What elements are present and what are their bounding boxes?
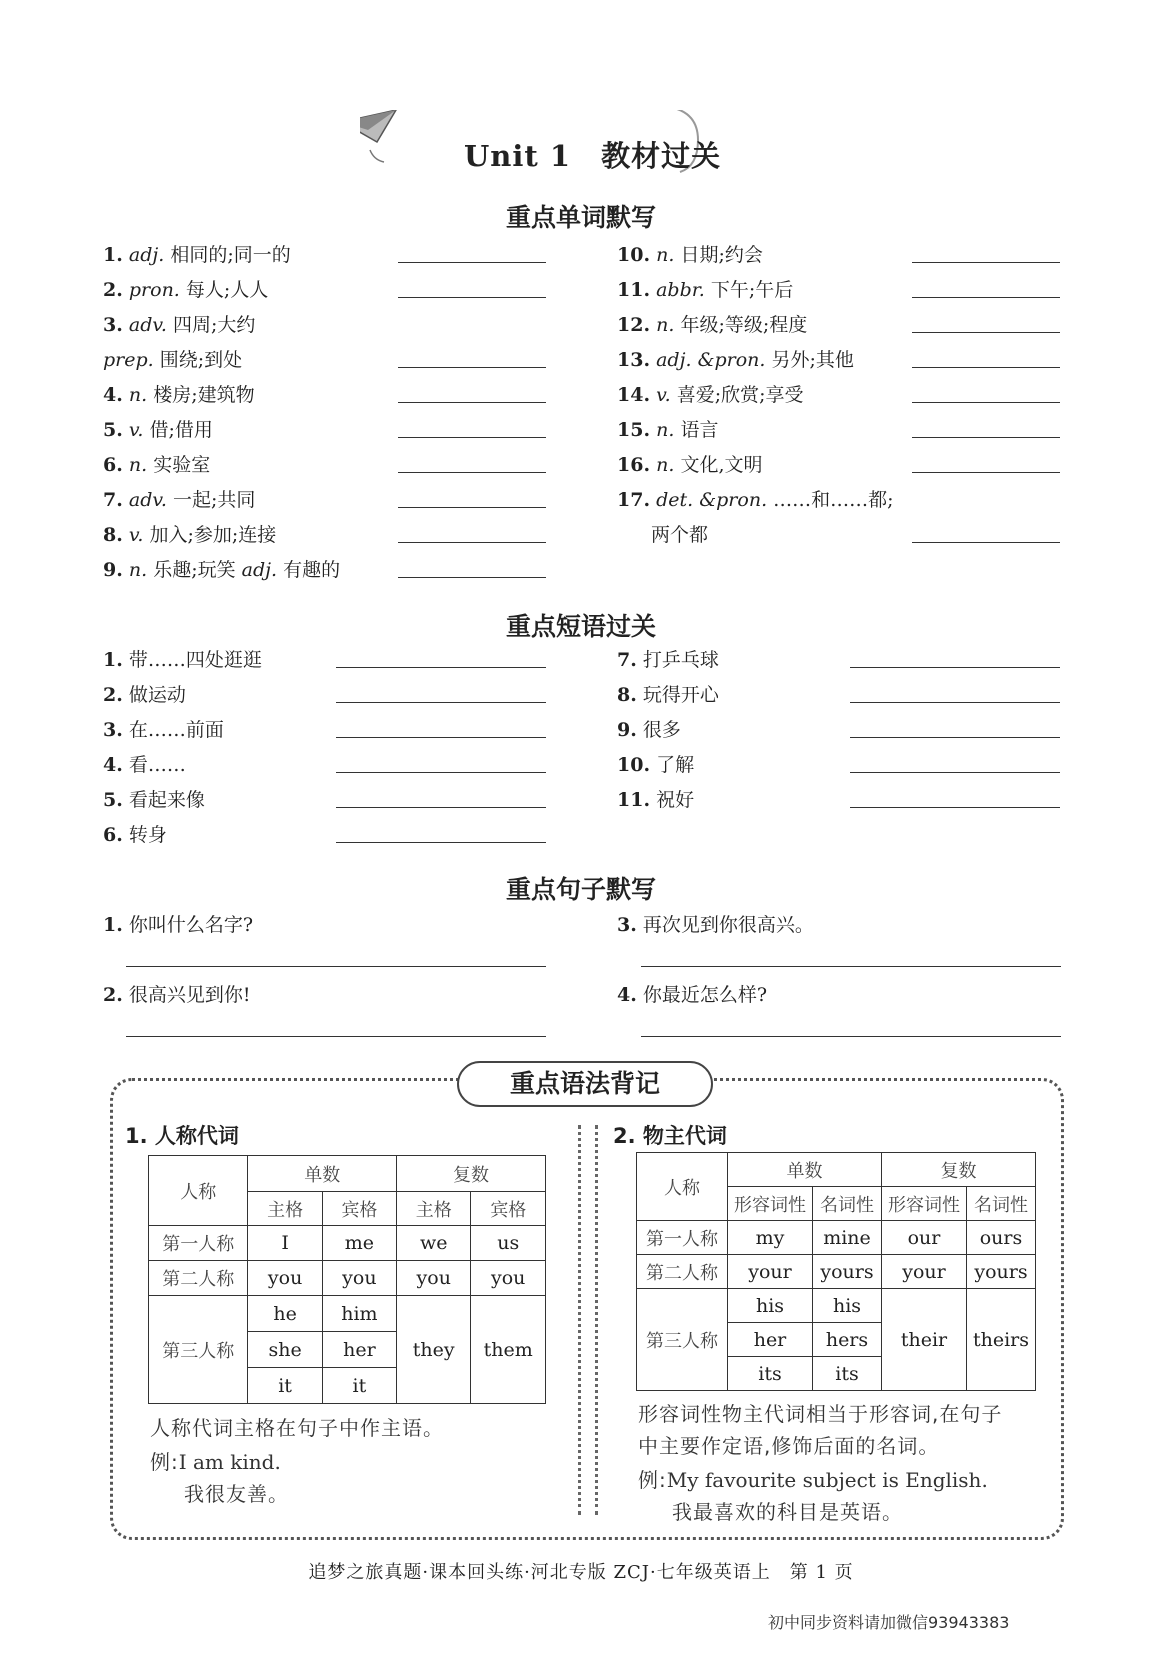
possessive-example-zh: 我最喜欢的科目是英语。 <box>672 1500 903 1524</box>
word-item: 11. abbr. 下午;午后 <box>617 279 794 301</box>
possessive-pronoun-table: 人称 单数 复数 形容词性 名词性 形容词性 名词性 第一人称 my mine our ours 第二人称 your yours your yours 第三人称 his his their theirs her hers its its <box>636 1152 1036 1391</box>
answer-line[interactable] <box>912 437 1060 438</box>
word-item: 14. v. 喜爱;欣赏;享受 <box>617 384 804 406</box>
page-header <box>360 110 760 190</box>
answer-line[interactable] <box>398 402 546 403</box>
answer-line[interactable] <box>912 297 1060 298</box>
word-item: 两个都 <box>651 524 709 546</box>
word-item: 17. det. &pron. ……和……都; <box>617 489 894 511</box>
possessive-example: 例:My favourite subject is English. <box>638 1468 988 1492</box>
word-item: 1. adj. 相同的;同一的 <box>103 244 291 266</box>
answer-line[interactable] <box>850 772 1060 773</box>
answer-line[interactable] <box>398 577 546 578</box>
answer-line[interactable] <box>641 1036 1061 1037</box>
word-item: 4. n. 楼房;建筑物 <box>103 384 255 406</box>
answer-line[interactable] <box>850 667 1060 668</box>
page-footer: 追梦之旅真题·课本回头练·河北专版 ZCJ·七年级英语上 第 1 页 <box>308 1562 854 1583</box>
answer-line[interactable] <box>398 367 546 368</box>
answer-line[interactable] <box>398 542 546 543</box>
word-item: 9. n. 乐趣;玩笑 adj. 有趣的 <box>103 559 341 581</box>
watermark: 初中同步资料请加微信93943383 <box>768 1613 1010 1632</box>
page-title: Unit 1 教材过关 <box>464 139 722 173</box>
personal-example-zh: 我很友善。 <box>184 1482 289 1506</box>
answer-line[interactable] <box>336 807 546 808</box>
section-title-sentences: 重点句子默写 <box>505 875 656 904</box>
answer-line[interactable] <box>912 262 1060 263</box>
word-item: 8. v. 加入;参加;连接 <box>103 524 277 546</box>
answer-line[interactable] <box>398 437 546 438</box>
section-title-grammar: 重点语法背记 <box>457 1061 713 1107</box>
word-item: 16. n. 文化,文明 <box>617 454 763 476</box>
possessive-note: 中主要作定语,修饰后面的名词。 <box>638 1434 940 1458</box>
answer-line[interactable] <box>336 702 546 703</box>
personal-example: 例:I am kind. <box>150 1450 281 1474</box>
answer-line[interactable] <box>912 542 1060 543</box>
personal-pronoun-title: 1. 人称代词 <box>125 1124 239 1148</box>
word-item: 2. pron. 每人;人人 <box>103 279 269 301</box>
answer-line[interactable] <box>912 367 1060 368</box>
answer-line[interactable] <box>336 772 546 773</box>
answer-line[interactable] <box>912 402 1060 403</box>
answer-line[interactable] <box>398 262 546 263</box>
answer-line[interactable] <box>336 667 546 668</box>
sentence-item: 2. 很高兴见到你! <box>103 984 251 1006</box>
phrase-item: 9. 很多 <box>617 719 681 741</box>
phrase-item: 8. 玩得开心 <box>617 684 719 706</box>
sentence-item: 4. 你最近怎么样? <box>617 984 768 1006</box>
answer-line[interactable] <box>126 966 546 967</box>
phrase-item: 5. 看起来像 <box>103 789 205 811</box>
word-item: 13. adj. &pron. 另外;其他 <box>617 349 854 371</box>
possessive-note: 形容词性物主代词相当于形容词,在句子 <box>638 1402 1003 1426</box>
word-item: 5. v. 借;借用 <box>103 419 213 441</box>
answer-line[interactable] <box>336 842 546 843</box>
word-item: 10. n. 日期;约会 <box>617 244 763 266</box>
answer-line[interactable] <box>850 737 1060 738</box>
phrase-item: 6. 转身 <box>103 824 167 846</box>
phrase-item: 1. 带……四处逛逛 <box>103 649 262 671</box>
answer-line[interactable] <box>912 332 1060 333</box>
answer-line[interactable] <box>912 472 1060 473</box>
phrase-item: 11. 祝好 <box>617 789 695 811</box>
section-title-words: 重点单词默写 <box>505 203 656 232</box>
answer-line[interactable] <box>398 472 546 473</box>
sentence-item: 3. 再次见到你很高兴。 <box>617 914 814 936</box>
word-item: 6. n. 实验室 <box>103 454 211 476</box>
answer-line[interactable] <box>850 807 1060 808</box>
phrase-item: 2. 做运动 <box>103 684 186 706</box>
word-item: 15. n. 语言 <box>617 419 719 441</box>
answer-line[interactable] <box>336 737 546 738</box>
section-title-phrases: 重点短语过关 <box>505 612 656 641</box>
word-item: prep. 围绕;到处 <box>103 349 243 371</box>
word-item: 3. adv. 四周;大约 <box>103 314 256 336</box>
answer-line[interactable] <box>398 297 546 298</box>
phrase-item: 4. 看…… <box>103 754 186 776</box>
phrase-item: 7. 打乒乓球 <box>617 649 719 671</box>
answer-line[interactable] <box>850 702 1060 703</box>
personal-pronoun-table: 人称 单数 复数 主格 宾格 主格 宾格 第一人称 I me we us 第二人称 you you you you 第三人称 he him they them she her it it <box>148 1155 546 1404</box>
answer-line[interactable] <box>398 507 546 508</box>
personal-note: 人称代词主格在句子中作主语。 <box>150 1416 444 1440</box>
word-item: 7. adv. 一起;共同 <box>103 489 256 511</box>
phrase-item: 10. 了解 <box>617 754 695 776</box>
sentence-item: 1. 你叫什么名字? <box>103 914 254 936</box>
chain-divider <box>578 1125 598 1515</box>
word-item: 12. n. 年级;等级;程度 <box>617 314 808 336</box>
phrase-item: 3. 在……前面 <box>103 719 224 741</box>
possessive-pronoun-title: 2. 物主代词 <box>613 1124 727 1148</box>
answer-line[interactable] <box>641 966 1061 967</box>
answer-line[interactable] <box>126 1036 546 1037</box>
